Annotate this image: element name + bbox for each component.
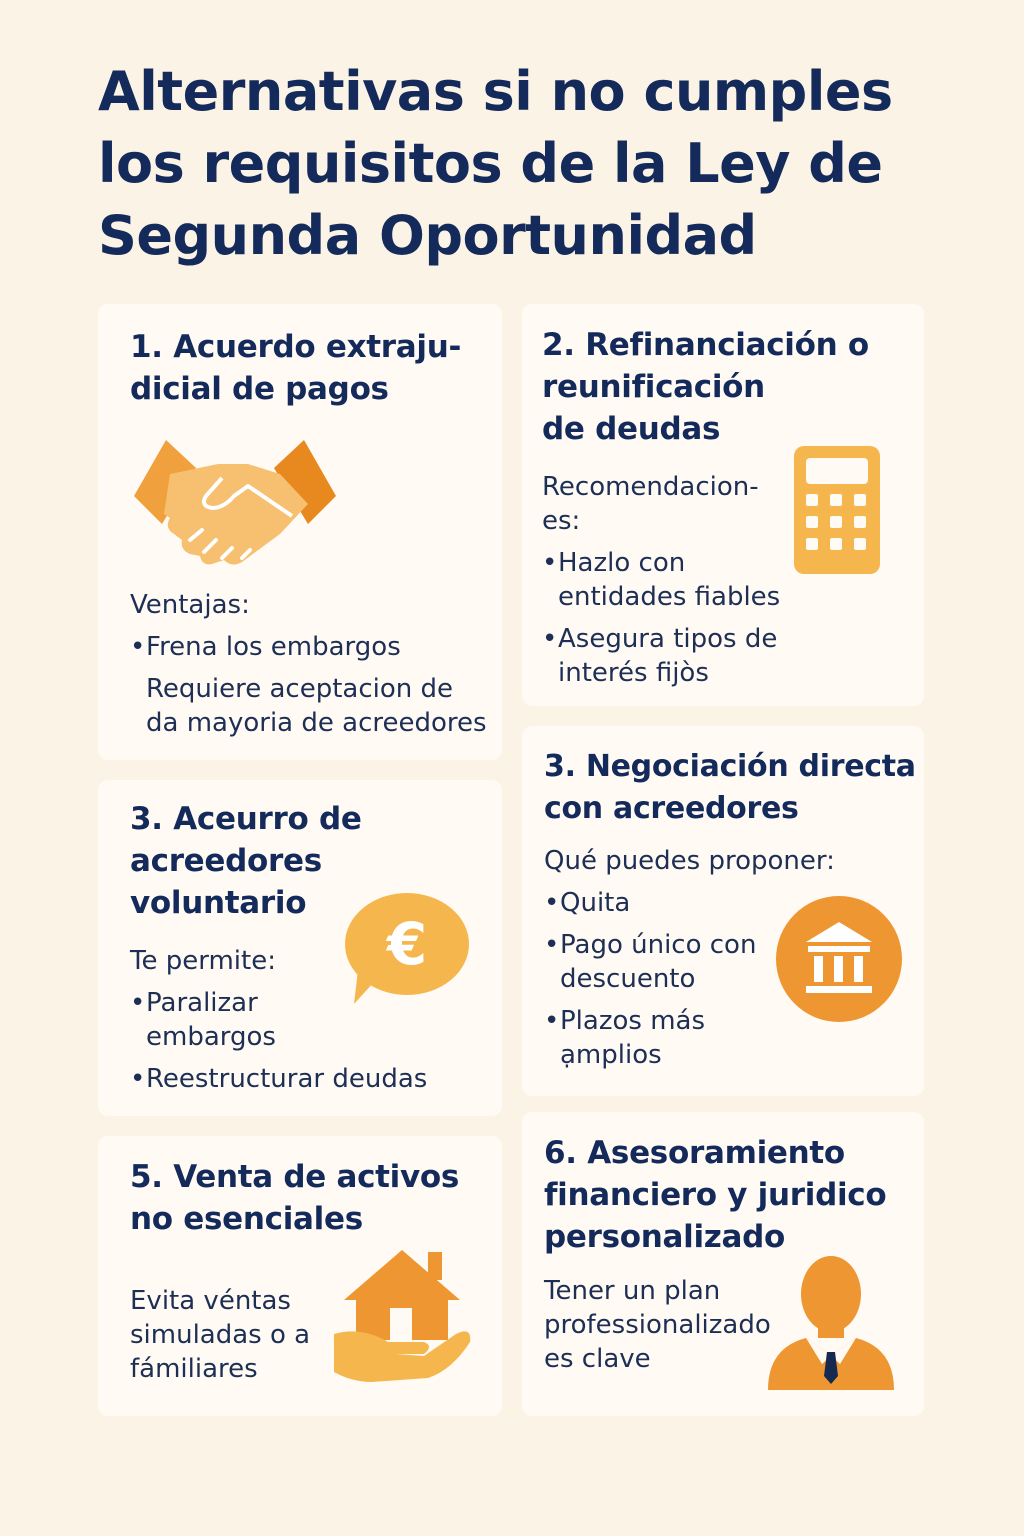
card-body: Evita véntas simuladas o a fámiliares [130, 1286, 311, 1384]
advisor-person-icon [766, 1252, 896, 1390]
list-item: • Reestructurar deudas [130, 1062, 450, 1096]
house-in-hand-icon [332, 1246, 474, 1386]
card-label: Qué puedes proponer: [544, 846, 835, 876]
card-heading: 1. Acuerdo extraju- dicial de pagos [130, 329, 462, 407]
card-asset-sale [98, 1136, 502, 1416]
card-heading: 5. Venta de activos no esenciales [130, 1159, 460, 1237]
list-item: Requiere aceptacion de da mayoria de acreedores [146, 674, 487, 738]
card-body [130, 588, 490, 748]
list-item: • Pago único con descuento [544, 928, 764, 996]
svg-text:€: € [386, 910, 428, 978]
card-body: Tener un plan professionalizado es clave [544, 1276, 771, 1374]
card-body [544, 844, 884, 1080]
card-label: Recomendacion-es: [542, 472, 759, 536]
card-heading: 3. Aceurro de acreedores voluntario [130, 801, 362, 921]
card-body [130, 944, 450, 1104]
card-refinancing [522, 304, 924, 706]
card-personalized-advice [522, 1112, 924, 1416]
card-label: Ventajas: [130, 590, 250, 620]
card-voluntary-agreement [98, 780, 502, 1116]
handshake-icon [130, 434, 340, 574]
card-label: Te permite: [130, 946, 276, 976]
card-extrajudicial-agreement [98, 304, 502, 760]
card-heading: 3. Negociación directa con acreedores [544, 749, 916, 826]
calculator-icon [794, 446, 880, 574]
list-item: • Hazlo con entidades fiables [542, 546, 792, 614]
list-item: • Asegura tipos de interés fijòs [542, 622, 792, 690]
card-heading: 6. Asesoramiento financiero y juridico personalizado [544, 1135, 887, 1255]
card-body [542, 470, 792, 698]
card-heading: 2. Refinanciación o reunificación de deudas [542, 327, 869, 447]
list-item: • Paralizar embargos [130, 986, 296, 1054]
list-item: • Frena los embargos [130, 630, 490, 664]
list-item: • Quita [544, 886, 764, 920]
list-item: • Plazos más ạmplios [544, 1004, 720, 1072]
page-title: Alternativas si no cumples los requisitos de la Ley de Segunda Oportunidad [98, 60, 893, 267]
card-direct-negotiation [522, 726, 924, 1096]
